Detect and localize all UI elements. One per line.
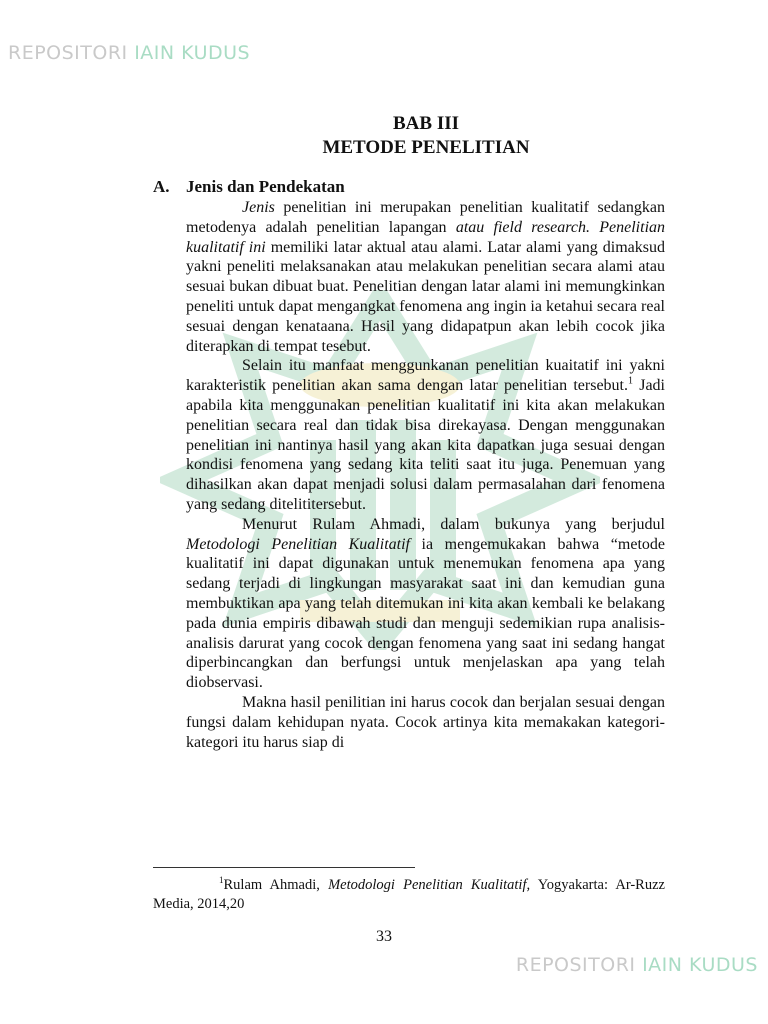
paragraph-3-text-b: ia mengemukakan bahwa “metode kualitatif ini dapat digunakan untuk menemukan fenomena apa yang sedang terjadi di lingkungan masyarakat saat ini dan kemudian guna membuktikan apa yang telah ditemukan ini kita akan kembali ke belakang pada dunia empiris dibawah studi dan menguji sedemikian rupa analisis-analisis darurat yang cocok dengan fenomena yang saat ini sedang hangat diperbincangkan dan berfungsi untuk menjelaskan apa yang telah diobservasi. (186, 535, 665, 692)
footnote (153, 876, 665, 914)
watermark-text-repositori: REPOSITORI (8, 42, 128, 64)
footnote-author: Rulam Ahmadi, (223, 877, 329, 893)
section-heading (153, 176, 665, 198)
paragraph-4 (186, 693, 665, 752)
chapter-number: BAB III (393, 113, 459, 134)
paragraph-2 (186, 356, 665, 514)
watermark-text-repositori: REPOSITORI (515, 954, 636, 976)
paragraph-1-text-b: memiliki latar aktual atau alami. Latar alami yang dimaksud yakni peneliti melaksanakan atau melakukan penelitian secara alami atau sesuai bukan dibuat buat. Penelitian dengan latar alami ini memungkinkan peneliti untuk dapat mengangkat fenomena ang ingin ia ketahui secara real sesuai dengan kenataana. Hasil yang didapatpun akan lebih cocok jika diterapkan di tempat tesebut. (186, 238, 665, 355)
repository-watermark-top (8, 42, 250, 64)
repository-watermark-bottom (516, 954, 758, 976)
section-title: Jenis dan Pendekatan (186, 177, 345, 196)
main-text (153, 176, 666, 752)
paragraph-2-text-a: Selain itu manfaat menggunkanan penelitian kuaitatif ini yakni karakteristik penelitian akan sama dengan latar penelitian tersebut. (186, 357, 665, 395)
paragraph-3-text-a: Menurut Rulam Ahmadi, dalam bukunya yang berjudul (242, 515, 665, 533)
watermark-text-iain-kudus: IAIN KUDUS (642, 954, 758, 976)
chapter-title: METODE PENELITIAN (322, 137, 530, 158)
section-letter: A. (153, 177, 170, 196)
page-number: 33 (376, 928, 392, 945)
paragraph-1 (186, 198, 665, 356)
footnote-book-title: Metodologi Penelitian Kualitatif, (328, 877, 531, 893)
footnote-separator (153, 867, 415, 868)
paragraph-3-italic-book-title: Metodologi Penelitian Kualitatif (186, 535, 410, 553)
paragraph-1-text-a: penelitian ini merupakan penelitian kualitatif sedangkan metodenya adalah penelitian lapangan (186, 199, 665, 236)
footnote-number: 1 (219, 875, 224, 886)
paragraph-2-text-b: Jadi apabila kita menggunakan penelitian kualitatif ini kita akan melakukan penelitian secara real dan tidak bisa direkayasa. Dengan menggunakan penelitian ini nantinya hasil yang akan kita dapatkan juga sesuai dengan kondisi fenomena yang sedang kita teliti saat itu juga. Penemuan yang dihasilkan akan dapat menjadi solusi dalam permasalahan dari fenomena yang sedang ditelititersebut. (186, 377, 665, 513)
paragraph-1-italic-research: atau field research. Penelitian kualitatif ini (186, 218, 666, 256)
paragraph-4-text: Makna hasil penilitian ini harus cocok dan berjalan sesuai dengan fungsi dalam kehidupan nyata. Cocok artinya kita memakakan kategori-kategori itu harus siap di (186, 693, 665, 751)
paragraph-3 (186, 515, 665, 693)
paragraph-1-italic-jenis: Jenis (242, 199, 275, 216)
footnote-reference[interactable]: 1 (628, 375, 633, 387)
watermark-text-iain-kudus: IAIN KUDUS (134, 42, 251, 64)
footnote-publisher: Yogyakarta: Ar-Ruzz Media, 2014,20 (153, 877, 665, 912)
